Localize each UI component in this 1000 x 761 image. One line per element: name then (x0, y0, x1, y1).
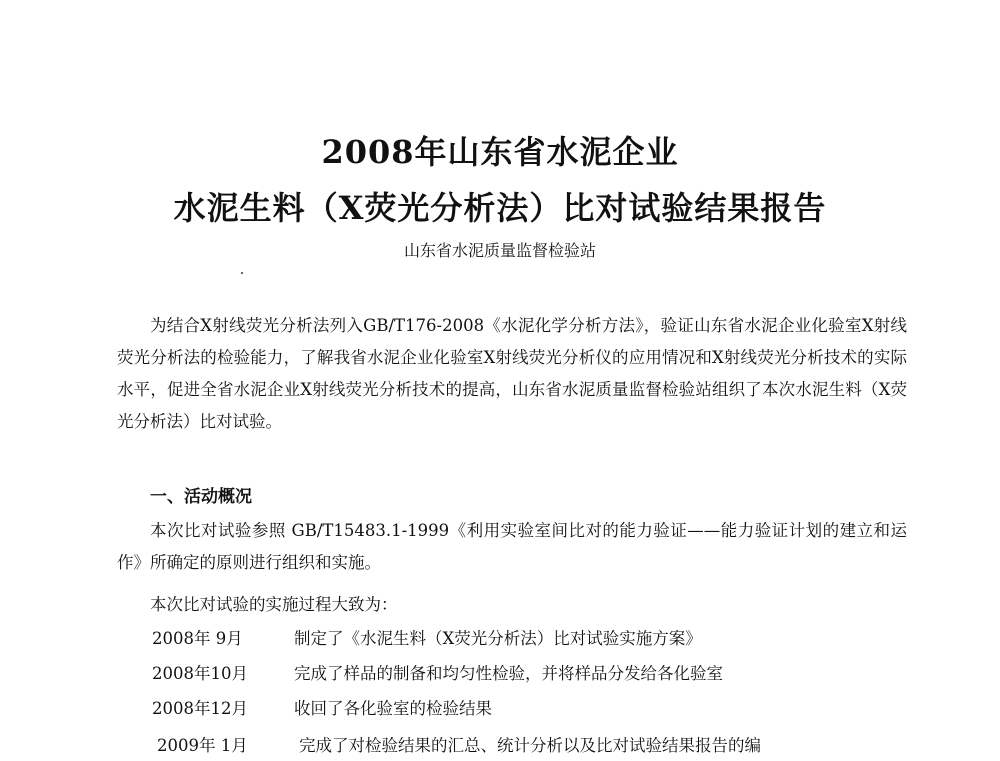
timeline-date: 2008年12月 (152, 699, 248, 718)
timeline-text: 收回了各化验室的检验结果 (294, 699, 492, 718)
intro-paragraph: 为结合X射线荧光分析法列入GB/T176-2008《水泥化学分析方法》，验证山东省水泥企业化验室X射线荧光分析法的检验能力，了解我省水泥企业化验室X射线荧光分析仪的应用情况和X射线荧光分析技术的实际水平，促进全省水泥企业X射线荧光分析技术的提高，山东省水泥质量监督检验站组织了本次水泥生料（X荧光分析法）比对试验。 (117, 316, 907, 431)
overview-paragraph-2: 本次比对试验的实施过程大致为： (150, 595, 398, 614)
timeline-text: 完成了对检验结果的汇总、统计分析以及比对试验结果报告的编 (299, 736, 761, 755)
report-title-line1: 2008年山东省水泥企业 (321, 133, 679, 171)
timeline-date: 2009年 1月 (157, 736, 248, 755)
timeline-text: 完成了样品的制备和均匀性检验，并将样品分发给各化验室 (294, 664, 723, 683)
report-author: 山东省水泥质量监督检验站 (403, 241, 596, 260)
timeline-date: 2008年10月 (152, 664, 248, 683)
timeline-text: 制定了《水泥生料（X荧光分析法）比对试验实施方案》 (294, 629, 702, 648)
scan-speck (241, 272, 243, 274)
overview-paragraph-1: 本次比对试验参照 GB/T15483.1-1999《利用实验室间比对的能力验证——能力验证计划的建立和运作》所确定的原则进行组织和实施。 (117, 521, 907, 572)
section-heading-overview: 一、活动概况 (150, 487, 252, 507)
report-title-line2: 水泥生料（X荧光分析法）比对试验结果报告 (173, 189, 827, 227)
timeline-date: 2008年 9月 (152, 629, 243, 648)
